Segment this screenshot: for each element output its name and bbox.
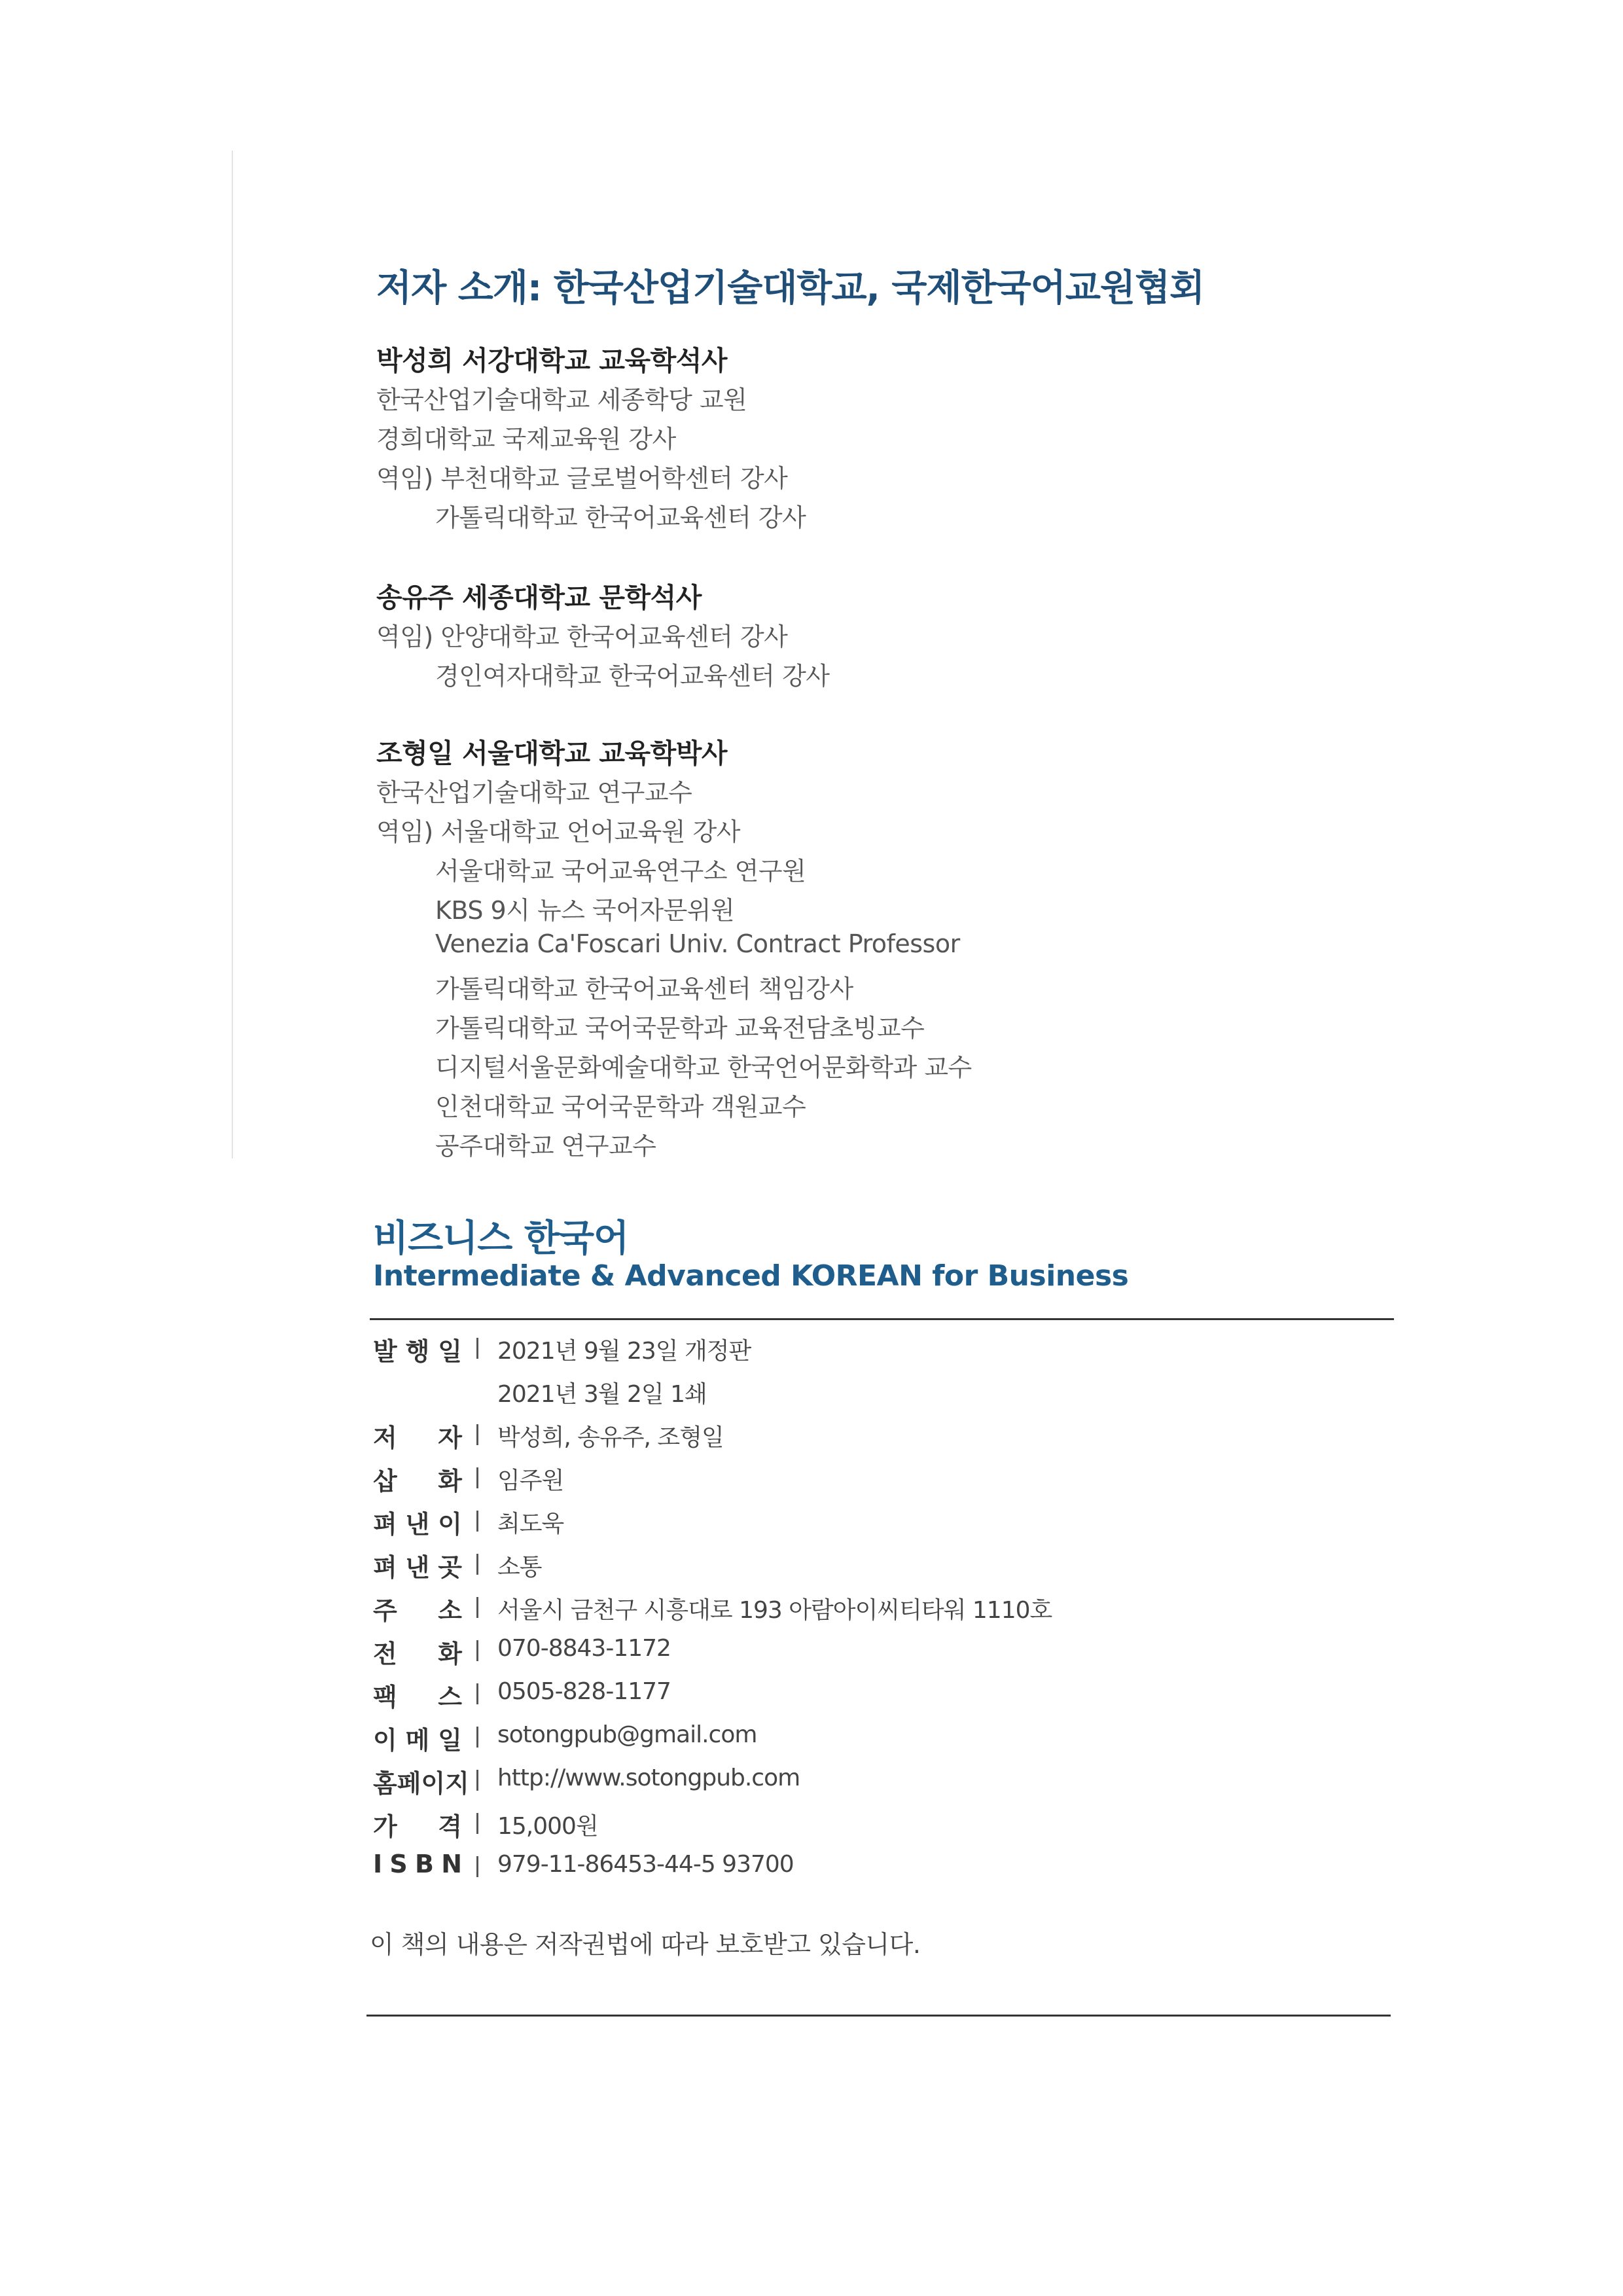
colophon-label — [373, 1806, 462, 1842]
label-char: 홈 — [373, 1769, 397, 1798]
author-name: 박성희 서강대학교 교육학석사 — [376, 345, 727, 376]
label-char: 가 — [373, 1812, 397, 1841]
bottom-divider — [366, 2015, 1391, 2017]
colophon-label — [373, 1590, 462, 1626]
colophon-separator — [476, 1554, 478, 1575]
colophon-value: 임주원 — [497, 1467, 564, 1494]
colophon-separator — [476, 1467, 478, 1488]
label-char: 스 — [438, 1683, 462, 1712]
colophon-value: 15,000원 — [497, 1813, 598, 1840]
colophon-separator — [476, 1856, 478, 1877]
colophon-label — [373, 1461, 462, 1497]
label-char: 일 — [438, 1337, 462, 1366]
label-char: 곳 — [438, 1553, 462, 1582]
author-credential: 경인여자대학교 한국어교육센터 강사 — [435, 662, 830, 691]
colophon-value: 2021년 3월 2일 1쇄 — [497, 1381, 707, 1408]
label-char: N — [441, 1850, 462, 1878]
colophon-separator — [476, 1597, 478, 1618]
colophon-separator — [476, 1640, 478, 1661]
author-credential: 역임) 부천대학교 글로벌어학센터 강사 — [376, 464, 788, 493]
label-char: 펴 — [373, 1553, 397, 1582]
colophon-separator — [476, 1727, 478, 1748]
author-credential: 한국산업기술대학교 세종학당 교원 — [376, 386, 747, 414]
colophon-label — [373, 1547, 462, 1583]
authors-section-title: 저자 소개: 한국산업기술대학교, 국제한국어교원협회 — [376, 267, 1205, 310]
label-char: 이 — [438, 1510, 462, 1539]
colophon-separator — [476, 1683, 478, 1704]
colophon-label — [373, 1634, 462, 1670]
author-credential: 디지털서울문화예술대학교 한국언어문화학과 교수 — [435, 1053, 972, 1082]
colophon-value: 박성희, 송유주, 조형일 — [497, 1424, 724, 1451]
label-char: B — [414, 1850, 434, 1878]
colophon-value: http://www.sotongpub.com — [497, 1765, 800, 1791]
label-char: 자 — [438, 1424, 462, 1452]
author-credential: 역임) 서울대학교 언어교육원 강사 — [376, 817, 740, 846]
colophon-value: sotongpub@gmail.com — [497, 1721, 757, 1748]
colophon-value: 서울시 금천구 시흥대로 193 아람아이씨티타워 1110호 — [497, 1597, 1052, 1624]
author-name: 송유주 세종대학교 문학석사 — [376, 582, 702, 613]
label-char: 삽 — [373, 1467, 397, 1496]
colophon-separator — [476, 1424, 478, 1445]
label-char: 화 — [438, 1467, 462, 1496]
colophon-separator — [476, 1338, 478, 1359]
colophon-value: 2021년 9월 23일 개정판 — [497, 1338, 751, 1365]
author-credential: 역임) 안양대학교 한국어교육센터 강사 — [376, 622, 788, 651]
label-char: 메 — [405, 1726, 430, 1755]
label-char: 전 — [373, 1640, 397, 1668]
label-char: 팩 — [373, 1683, 397, 1712]
author-credential: 서울대학교 국어교육연구소 연구원 — [435, 857, 806, 886]
colophon-label — [373, 1763, 469, 1799]
author-credential: 가톨릭대학교 한국어교육센터 책임강사 — [435, 975, 853, 1003]
label-char: 주 — [373, 1596, 397, 1625]
colophon-separator — [476, 1770, 478, 1791]
author-credential: 가톨릭대학교 한국어교육센터 강사 — [435, 503, 806, 532]
author-credential: KBS 9시 뉴스 국어자문위원 — [435, 896, 735, 925]
label-char: 낸 — [405, 1510, 430, 1539]
label-char: 발 — [373, 1337, 397, 1366]
author-credential: 인천대학교 국어국문학과 객원교수 — [435, 1092, 806, 1121]
author-credential: Venezia Ca'Foscari Univ. Contract Professor — [435, 929, 960, 958]
label-char: 이 — [373, 1726, 397, 1755]
colophon-value: 979-11-86453-44-5 93700 — [497, 1851, 794, 1878]
label-char: 소 — [438, 1596, 462, 1625]
book-title: 비즈니스 한국어 — [373, 1217, 629, 1260]
colophon-value: 최도욱 — [497, 1511, 564, 1537]
colophon-label — [373, 1418, 462, 1454]
colophon-value: 소통 — [497, 1554, 542, 1581]
book-subtitle: Intermediate & Advanced KOREAN for Business — [373, 1259, 1129, 1293]
colophon-value: 0505-828-1177 — [497, 1678, 671, 1705]
label-char: 낸 — [405, 1553, 430, 1582]
author-name: 조형일 서울대학교 교육학박사 — [376, 738, 727, 769]
copyright-notice: 이 책의 내용은 저작권법에 따라 보호받고 있습니다. — [370, 1930, 921, 1959]
author-credential: 한국산업기술대학교 연구교수 — [376, 778, 692, 807]
label-char: 이 — [421, 1769, 446, 1798]
label-char: 화 — [438, 1640, 462, 1668]
label-char: 페 — [397, 1769, 421, 1798]
colophon-label — [373, 1677, 462, 1713]
colophon-label — [373, 1850, 462, 1878]
page-edge-line — [232, 151, 233, 1158]
label-char: I — [373, 1850, 383, 1878]
label-char: 지 — [445, 1769, 469, 1798]
label-char: 저 — [373, 1424, 397, 1452]
colophon-separator — [476, 1813, 478, 1834]
label-char: 격 — [438, 1812, 462, 1841]
colophon-label — [373, 1720, 462, 1756]
author-credential: 공주대학교 연구교수 — [435, 1132, 656, 1160]
author-credential: 경희대학교 국제교육원 강사 — [376, 425, 676, 454]
author-credential: 가톨릭대학교 국어국문학과 교육전담초빙교수 — [435, 1014, 925, 1043]
colophon-value: 070-8843-1172 — [497, 1635, 671, 1662]
colophon-separator — [476, 1511, 478, 1532]
label-char: 행 — [405, 1337, 430, 1366]
colophon-label — [373, 1331, 462, 1367]
colophon-label — [373, 1504, 462, 1540]
label-char: S — [389, 1850, 408, 1878]
label-char: 일 — [438, 1726, 462, 1755]
title-divider — [370, 1318, 1394, 1320]
label-char: 펴 — [373, 1510, 397, 1539]
